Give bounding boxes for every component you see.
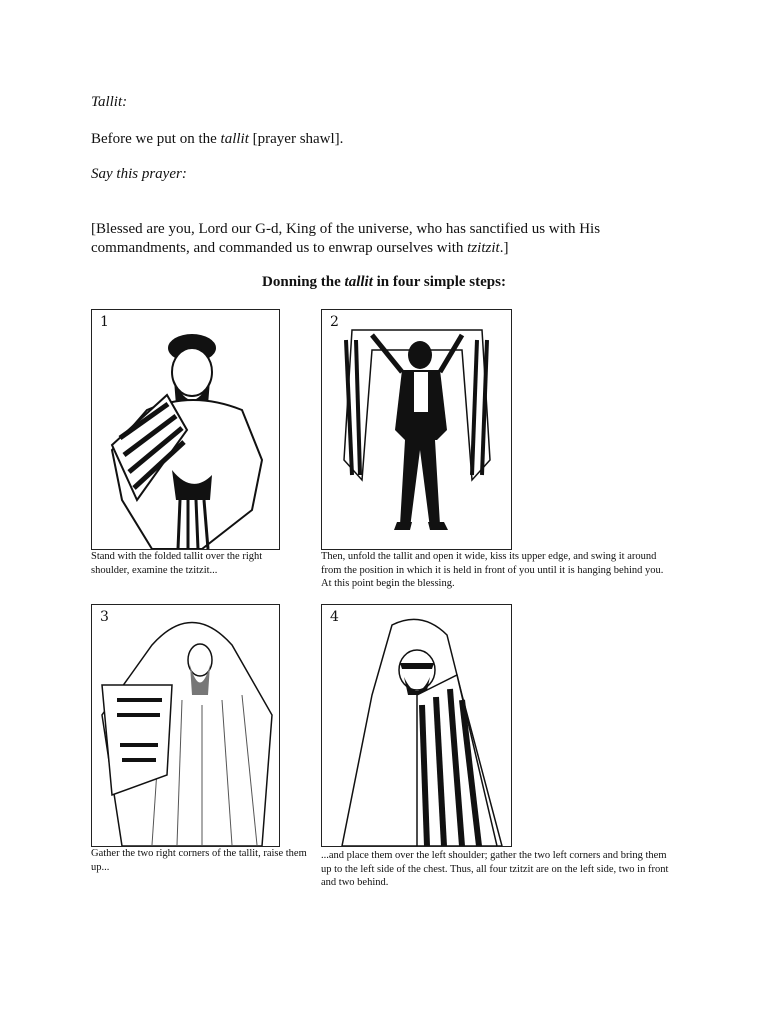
step-3-number: 3 bbox=[100, 609, 109, 625]
step-2-number: 2 bbox=[330, 314, 339, 330]
step-3-illustration bbox=[91, 604, 280, 847]
blessing-term: tzitzit bbox=[467, 240, 500, 256]
step-4-caption: ...and place them over the left shoulder; gather the two left corners and bring them up to the left side of the chest. Thus, all four tzitzit are on the left side, two in front and two behind. bbox=[321, 850, 669, 888]
intro-term: tallit bbox=[220, 131, 249, 147]
step-2-caption: Then, unfold the tallit and open it wide, kiss its upper edge, and swing it around from the position in which it is held in front of you until it is hanging behind you. At this point begin the blessing. bbox=[321, 551, 664, 589]
blessing-body: [Blessed are you, Lord our G-d, King of the universe, who has sanctified us with His commandments, and commanded us to enwrap ourselves with bbox=[91, 221, 601, 256]
intro-sentence bbox=[91, 130, 343, 149]
blessing-end: .] bbox=[499, 240, 509, 256]
man-with-folded-tallit-drawing bbox=[92, 310, 279, 549]
man-wrapped-in-tallit-drawing bbox=[322, 605, 511, 846]
tallit-label: Tallit: bbox=[91, 94, 128, 110]
step-4-illustration bbox=[321, 604, 512, 847]
steps-heading bbox=[0, 274, 768, 291]
heading-end: in four simple steps: bbox=[372, 274, 506, 290]
step-4-number: 4 bbox=[330, 609, 339, 625]
step-1-illustration bbox=[91, 309, 280, 550]
blessing-text bbox=[91, 220, 651, 258]
heading-start: Donning the bbox=[262, 274, 345, 290]
say-prayer-label: Say this prayer: bbox=[91, 166, 187, 182]
step-1-number: 1 bbox=[100, 314, 109, 330]
step-1-caption: Stand with the folded tallit over the right shoulder, examine the tzitzit... bbox=[91, 551, 263, 576]
man-gathering-corners-drawing bbox=[92, 605, 279, 846]
heading-term: tallit bbox=[344, 274, 373, 290]
man-unfolding-tallit-drawing bbox=[322, 310, 511, 549]
intro-text-end: [prayer shawl]. bbox=[248, 131, 344, 147]
step-3-caption: Gather the two right corners of the tallit, raise them up... bbox=[91, 848, 307, 873]
step-2-illustration bbox=[321, 309, 512, 550]
intro-text-start: Before we put on the bbox=[91, 131, 221, 147]
